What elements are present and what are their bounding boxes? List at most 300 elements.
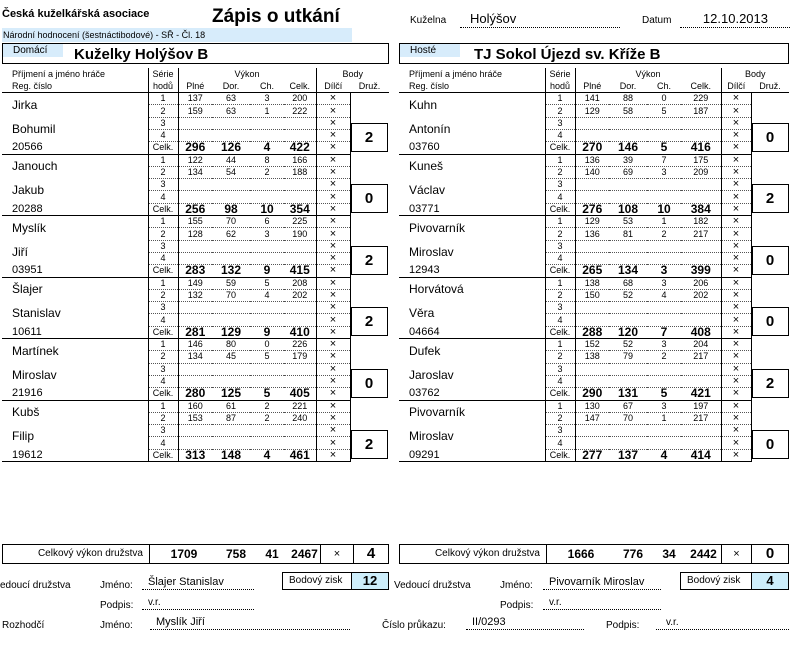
series-number: 4 xyxy=(545,375,575,387)
table-row xyxy=(399,240,789,252)
dilci-mark: × xyxy=(721,191,751,203)
total-dor: 120 xyxy=(609,326,647,338)
plne-value xyxy=(178,302,212,314)
total-plne: 280 xyxy=(178,388,212,400)
table-row xyxy=(2,117,389,129)
series-number: 3 xyxy=(545,425,575,437)
total-dor: 98 xyxy=(212,203,250,215)
ch-value xyxy=(250,117,284,129)
referee-sign: v.r. xyxy=(656,616,789,630)
ch-value xyxy=(647,179,681,191)
series-number: 4 xyxy=(545,314,575,326)
dilci-mark: × xyxy=(316,191,350,203)
dilci-mark: × xyxy=(721,351,751,363)
celk-value: 175 xyxy=(681,154,721,166)
ch-value: 2 xyxy=(647,351,681,363)
series-number: 2 xyxy=(545,105,575,117)
dor-value: 88 xyxy=(609,93,647,105)
dilci-mark: × xyxy=(316,400,350,412)
player-firstname: Miroslav xyxy=(399,240,545,265)
venue-field: Holýšov xyxy=(460,11,620,28)
dilci-mark: × xyxy=(721,449,751,461)
player-firstname: Václav xyxy=(399,179,545,204)
player-surname: Myslík xyxy=(2,216,148,241)
away-team-points: 0 xyxy=(765,545,775,562)
plne-value xyxy=(575,302,609,314)
total-plne: 270 xyxy=(575,142,609,154)
card-number: II/0293 xyxy=(466,616,584,630)
ch-value: 8 xyxy=(250,154,284,166)
home-name-label: Jméno: xyxy=(100,580,133,591)
table-row xyxy=(2,326,389,338)
ch-value: 2 xyxy=(250,166,284,178)
player-firstname: Miroslav xyxy=(2,363,148,388)
total-dor: 146 xyxy=(609,142,647,154)
celk-value xyxy=(681,117,721,129)
dor-header: Dor. xyxy=(212,80,250,92)
dilci-mark: × xyxy=(721,240,751,252)
player-points-cell xyxy=(751,93,789,154)
home-total-celk: 2467 xyxy=(289,545,321,563)
plne-value: 153 xyxy=(178,412,212,424)
home-sheet-table xyxy=(2,68,389,462)
away-sheet-table xyxy=(399,68,789,462)
player-surname: Pivovarník xyxy=(399,216,545,241)
player-points: 0 xyxy=(752,246,789,275)
plne-value: 149 xyxy=(178,277,212,289)
plne-value: 122 xyxy=(178,154,212,166)
ch-value: 3 xyxy=(250,93,284,105)
celk-value: 202 xyxy=(284,289,316,301)
series-number: 1 xyxy=(148,154,178,166)
series-number: 3 xyxy=(148,117,178,129)
plne-value xyxy=(575,363,609,375)
table-row xyxy=(2,388,389,400)
dilci-mark: × xyxy=(316,179,350,191)
table-row xyxy=(2,93,389,105)
dor-value xyxy=(609,179,647,191)
ch-value xyxy=(250,425,284,437)
plne-value: 138 xyxy=(575,351,609,363)
player-reg: 12943 xyxy=(399,265,545,277)
home-sign-label: Podpis: xyxy=(100,600,134,611)
table-row xyxy=(399,142,789,154)
home-label: Domácí xyxy=(3,44,63,57)
plne-value: 128 xyxy=(178,228,212,240)
player-points: 0 xyxy=(351,184,388,213)
series-number: 1 xyxy=(545,93,575,105)
plne-value: 152 xyxy=(575,339,609,351)
player-points-cell xyxy=(350,339,389,400)
celk-value: 179 xyxy=(284,351,316,363)
ch-value: 4 xyxy=(250,289,284,301)
dor-header: Dor. xyxy=(609,80,647,92)
player-surname: Dufek xyxy=(399,339,545,364)
dilci-mark: × xyxy=(721,412,751,424)
series-col-header: Série xyxy=(148,68,178,80)
ch-value: 4 xyxy=(647,289,681,301)
dor-value xyxy=(609,425,647,437)
dor-value: 52 xyxy=(609,289,647,301)
dor-value: 62 xyxy=(212,228,250,240)
dor-value: 69 xyxy=(609,166,647,178)
series-number: 2 xyxy=(545,166,575,178)
ch-value: 3 xyxy=(647,400,681,412)
table-row xyxy=(399,265,789,277)
ch-value: 3 xyxy=(647,277,681,289)
series-number: 3 xyxy=(545,240,575,252)
plne-value: 134 xyxy=(178,351,212,363)
table-row xyxy=(2,339,389,351)
plne-value: 141 xyxy=(575,93,609,105)
series-number: 2 xyxy=(545,351,575,363)
dilci-mark: × xyxy=(721,314,751,326)
dilci-mark: × xyxy=(721,265,751,277)
away-leader-label: Vedoucí družstva xyxy=(394,580,471,591)
celk-value xyxy=(284,179,316,191)
total-ch: 10 xyxy=(647,203,681,215)
celk-value: 204 xyxy=(681,339,721,351)
series-number: 2 xyxy=(148,289,178,301)
ch-value: 2 xyxy=(647,228,681,240)
celk-value: 200 xyxy=(284,93,316,105)
player-firstname: Filip xyxy=(2,425,148,450)
ch-value: 7 xyxy=(647,154,681,166)
series-number: 3 xyxy=(148,179,178,191)
plne-value: 132 xyxy=(178,289,212,301)
total-ch: 9 xyxy=(250,265,284,277)
total-plne: 283 xyxy=(178,265,212,277)
total-dor: 126 xyxy=(212,142,250,154)
player-points-cell xyxy=(751,216,789,277)
plne-header: Plné xyxy=(178,80,212,92)
dor-value: 54 xyxy=(212,166,250,178)
total-celk: 416 xyxy=(681,142,721,154)
plne-value xyxy=(178,117,212,129)
dilci-mark: × xyxy=(316,339,350,351)
table-row xyxy=(399,425,789,437)
dilci-mark: × xyxy=(316,93,350,105)
player-points: 2 xyxy=(351,307,388,336)
plne-value xyxy=(575,179,609,191)
dilci-mark: × xyxy=(721,252,751,264)
player-points: 2 xyxy=(351,246,388,275)
series-number: 1 xyxy=(148,339,178,351)
celk-value: 187 xyxy=(681,105,721,117)
ch-value: 1 xyxy=(647,412,681,424)
card-label: Číslo průkazu: xyxy=(382,620,446,631)
dilci-mark: × xyxy=(316,117,350,129)
dor-value: 53 xyxy=(609,216,647,228)
total-celk: 354 xyxy=(284,203,316,215)
celk-value: 225 xyxy=(284,216,316,228)
dor-value: 80 xyxy=(212,339,250,351)
away-total-bar xyxy=(399,544,789,564)
series-number: 4 xyxy=(545,129,575,141)
celk-value: 206 xyxy=(681,277,721,289)
dilci-mark: × xyxy=(721,129,751,141)
series-col-header: Série xyxy=(545,68,575,80)
celk-row-label: Celk. xyxy=(148,203,178,215)
total-ch: 4 xyxy=(250,449,284,461)
series-number: 1 xyxy=(545,339,575,351)
celk-value: 202 xyxy=(681,289,721,301)
celk-row-label: Celk. xyxy=(545,388,575,400)
dor-value: 39 xyxy=(609,154,647,166)
series-number: 3 xyxy=(545,363,575,375)
celk-value xyxy=(681,302,721,314)
player-points-cell xyxy=(751,277,789,338)
dilci-mark: × xyxy=(316,154,350,166)
player-points-cell xyxy=(751,154,789,215)
series-number: 1 xyxy=(545,400,575,412)
plne-value: 146 xyxy=(178,339,212,351)
series-number: 3 xyxy=(545,302,575,314)
player-points-cell xyxy=(350,216,389,277)
home-total-label: Celkový výkon družstva xyxy=(3,545,150,563)
away-team-bar xyxy=(399,43,789,64)
away-total-label: Celkový výkon družstva xyxy=(400,545,547,563)
vykon-header: Výkon xyxy=(575,68,721,80)
series-number: 1 xyxy=(148,93,178,105)
total-celk: 421 xyxy=(681,388,721,400)
table-row xyxy=(2,363,389,375)
player-surname: Kuhn xyxy=(399,93,545,118)
plne-value xyxy=(575,117,609,129)
ch-value: 5 xyxy=(250,351,284,363)
celk-value xyxy=(681,240,721,252)
player-points: 2 xyxy=(351,430,388,459)
away-total-ch: 34 xyxy=(662,547,676,561)
dor-value xyxy=(212,117,250,129)
series-number: 1 xyxy=(148,216,178,228)
celk-value: 182 xyxy=(681,216,721,228)
ch-value xyxy=(250,240,284,252)
total-ch: 9 xyxy=(250,326,284,338)
dor-value: 45 xyxy=(212,351,250,363)
referee-sign-label: Podpis: xyxy=(606,620,640,631)
total-celk: 415 xyxy=(284,265,316,277)
druz-header: Druž. xyxy=(751,80,789,92)
series-number: 2 xyxy=(148,228,178,240)
player-col-header: Příjmení a jméno hráče xyxy=(399,68,545,80)
series-number: 4 xyxy=(545,252,575,264)
ch-value: 6 xyxy=(250,216,284,228)
plne-value: 130 xyxy=(575,400,609,412)
dilci-mark: × xyxy=(316,129,350,141)
away-team-name: TJ Sokol Újezd sv. Kříže B xyxy=(474,46,661,63)
dilci-mark: × xyxy=(721,375,751,387)
celk-value: 188 xyxy=(284,166,316,178)
plne-value: 140 xyxy=(575,166,609,178)
player-reg: 03771 xyxy=(399,203,545,215)
plne-value xyxy=(178,179,212,191)
ch-value: 3 xyxy=(647,339,681,351)
total-ch: 7 xyxy=(647,326,681,338)
plne-value: 129 xyxy=(575,216,609,228)
dilci-mark: × xyxy=(721,363,751,375)
ch-value: 2 xyxy=(250,412,284,424)
plne-header: Plné xyxy=(575,80,609,92)
series-number: 2 xyxy=(545,412,575,424)
total-dor: 132 xyxy=(212,265,250,277)
table-row xyxy=(399,93,789,105)
series-col-header-2: hodů xyxy=(545,80,575,92)
series-number: 3 xyxy=(545,117,575,129)
series-number: 3 xyxy=(148,425,178,437)
dor-value: 68 xyxy=(609,277,647,289)
home-total-x: × xyxy=(321,545,354,563)
dilci-mark: × xyxy=(721,203,751,215)
home-team-name: Kuželky Holýšov B xyxy=(74,46,209,63)
celk-value xyxy=(681,363,721,375)
ch-value xyxy=(250,302,284,314)
total-dor: 125 xyxy=(212,388,250,400)
dilci-mark: × xyxy=(316,265,350,277)
dilci-mark: × xyxy=(721,425,751,437)
dor-value: 81 xyxy=(609,228,647,240)
dilci-mark: × xyxy=(721,154,751,166)
series-number: 2 xyxy=(148,351,178,363)
celk-value: 217 xyxy=(681,412,721,424)
celk-value xyxy=(681,425,721,437)
dor-value: 63 xyxy=(212,105,250,117)
celk-row-label: Celk. xyxy=(148,142,178,154)
dor-value: 52 xyxy=(609,339,647,351)
total-ch: 10 xyxy=(250,203,284,215)
dilci-mark: × xyxy=(316,425,350,437)
plne-value: 147 xyxy=(575,412,609,424)
player-surname: Martínek xyxy=(2,339,148,364)
celk-row-label: Celk. xyxy=(148,449,178,461)
celk-value: 208 xyxy=(284,277,316,289)
total-ch: 4 xyxy=(647,449,681,461)
player-points: 2 xyxy=(351,123,388,152)
table-row xyxy=(2,203,389,215)
total-celk: 410 xyxy=(284,326,316,338)
celk-value: 240 xyxy=(284,412,316,424)
table-row xyxy=(2,265,389,277)
celk-header: Celk. xyxy=(681,80,721,92)
home-points-gain-label: Bodový zisk xyxy=(289,575,343,586)
total-ch: 4 xyxy=(250,142,284,154)
ch-value: 2 xyxy=(250,400,284,412)
dor-value: 70 xyxy=(212,289,250,301)
dilci-mark: × xyxy=(316,449,350,461)
celk-value: 226 xyxy=(284,339,316,351)
table-row xyxy=(399,449,789,461)
away-name-label: Jméno: xyxy=(500,580,533,591)
dilci-mark: × xyxy=(316,412,350,424)
dor-value xyxy=(212,425,250,437)
plne-value xyxy=(178,363,212,375)
ch-value: 1 xyxy=(647,216,681,228)
table-row xyxy=(2,277,389,289)
home-leader-name: Šlajer Stanislav xyxy=(142,576,254,590)
series-number: 4 xyxy=(545,437,575,449)
dilci-mark: × xyxy=(721,117,751,129)
ch-value: 3 xyxy=(250,228,284,240)
dilci-mark: × xyxy=(316,375,350,387)
table-row xyxy=(399,339,789,351)
player-points-cell xyxy=(350,154,389,215)
series-number: 1 xyxy=(545,277,575,289)
table-row xyxy=(399,216,789,228)
series-number: 3 xyxy=(148,363,178,375)
table-row xyxy=(399,117,789,129)
plne-value xyxy=(178,240,212,252)
celk-value: 217 xyxy=(681,228,721,240)
table-row xyxy=(399,302,789,314)
celk-value xyxy=(284,117,316,129)
dor-value: 58 xyxy=(609,105,647,117)
series-number: 4 xyxy=(148,437,178,449)
plne-value: 150 xyxy=(575,289,609,301)
player-firstname: Antonín xyxy=(399,117,545,142)
total-celk: 408 xyxy=(681,326,721,338)
plne-value: 155 xyxy=(178,216,212,228)
total-ch: 3 xyxy=(647,265,681,277)
player-reg: 09291 xyxy=(399,449,545,461)
table-row xyxy=(2,425,389,437)
total-dor: 131 xyxy=(609,388,647,400)
player-col-header: Příjmení a jméno hráče xyxy=(2,68,148,80)
celk-value: 197 xyxy=(681,400,721,412)
celk-value: 166 xyxy=(284,154,316,166)
total-celk: 414 xyxy=(681,449,721,461)
player-reg: 10611 xyxy=(2,326,148,338)
home-team-points: 4 xyxy=(366,545,376,562)
plne-value: 136 xyxy=(575,154,609,166)
dilci-mark: × xyxy=(316,302,350,314)
series-col-header-2: hodů xyxy=(148,80,178,92)
table-row xyxy=(2,449,389,461)
referee-name: Myslík Jiří xyxy=(150,616,350,630)
plne-value: 136 xyxy=(575,228,609,240)
series-number: 2 xyxy=(545,228,575,240)
series-number: 2 xyxy=(148,105,178,117)
series-number: 2 xyxy=(148,166,178,178)
series-number: 4 xyxy=(148,314,178,326)
total-plne: 276 xyxy=(575,203,609,215)
player-reg: 19612 xyxy=(2,449,148,461)
home-leader-label: edoucí družstva xyxy=(0,580,71,591)
player-firstname: Jaroslav xyxy=(399,363,545,388)
dor-value xyxy=(212,302,250,314)
table-row xyxy=(399,326,789,338)
ch-value xyxy=(647,117,681,129)
date-label: Datum xyxy=(642,15,672,26)
dilci-mark: × xyxy=(721,216,751,228)
ch-value xyxy=(647,302,681,314)
dilci-header: Dílčí xyxy=(721,80,751,92)
player-points-cell xyxy=(350,400,389,461)
total-celk: 405 xyxy=(284,388,316,400)
player-reg: 03762 xyxy=(399,388,545,400)
celk-value: 229 xyxy=(681,93,721,105)
ch-value xyxy=(250,179,284,191)
table-row xyxy=(2,240,389,252)
dilci-mark: × xyxy=(721,326,751,338)
total-dor: 129 xyxy=(212,326,250,338)
series-number: 4 xyxy=(148,129,178,141)
total-celk: 399 xyxy=(681,265,721,277)
page-title: Zápis o utkání xyxy=(212,6,340,27)
home-total-bar xyxy=(2,544,389,564)
ch-header: Ch. xyxy=(250,80,284,92)
total-ch: 5 xyxy=(250,388,284,400)
home-total-ch: 41 xyxy=(265,547,279,561)
